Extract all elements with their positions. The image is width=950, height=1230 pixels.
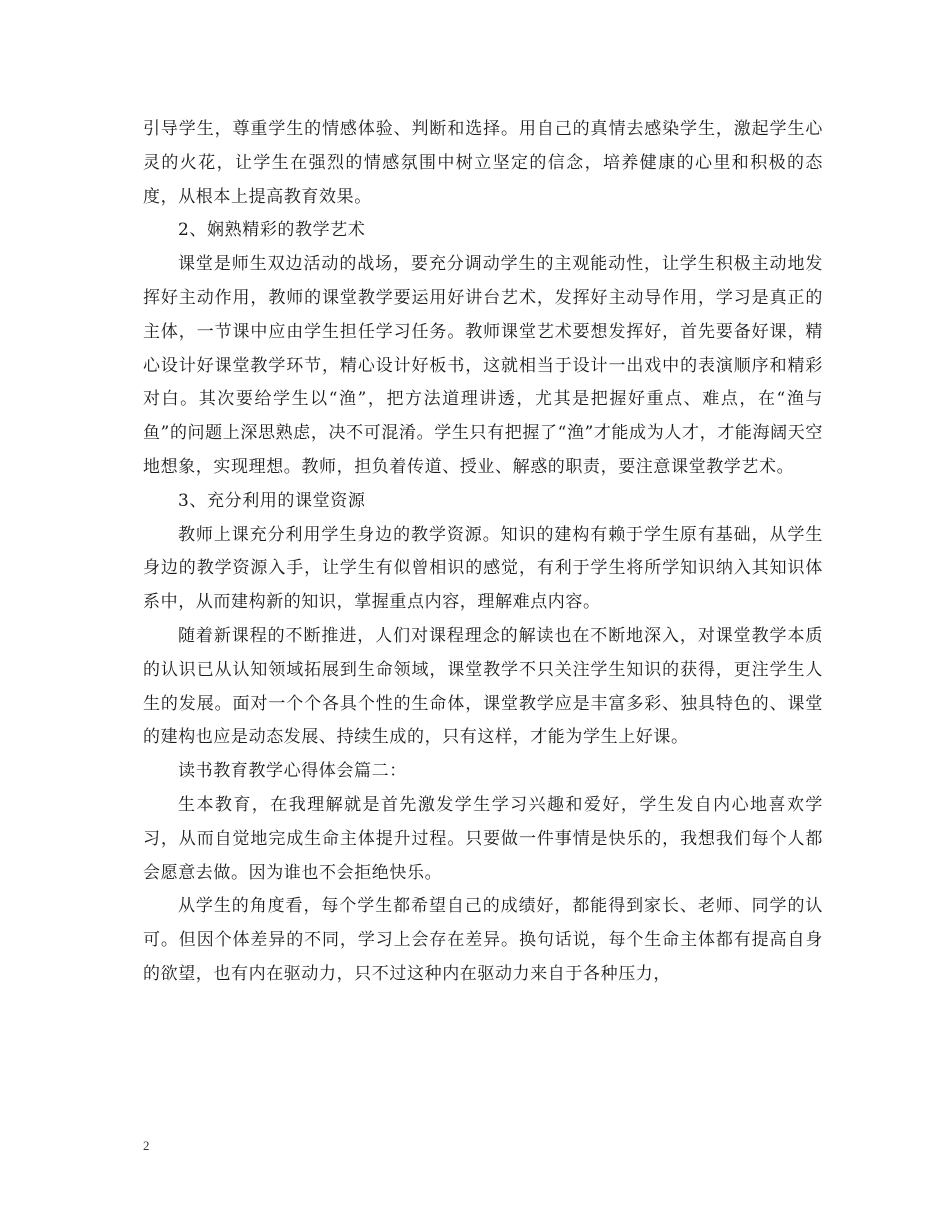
paragraph-2: 课堂是师生双边活动的战场，要充分调动学生的主观能动性，让学生积极主动地发挥好主动作用，教师的课堂教学要运用好讲台艺术，发挥好主动导作用，学习是真正的主体，一节课中应由学生担任学习任务。教师课堂艺术要想发挥好，首先要备好课，精心设计好课堂教学环节，精心设计好板书，这就相当于设计一出戏中的表演顺序和精彩对白。其次要给学生以“渔”，把方法道理讲透，尤其是把握好重点、难点，在“渔与鱼”的问题上深思熟虑，决不可混淆。学生只有把握了“渔”才能成为人才，才能海阔天空地想象，实现理想。教师，担负着传道、授业、解惑的职责，要注意课堂教学艺术。 <box>143 254 823 477</box>
document-body <box>143 113 823 992</box>
paragraph-3: 教师上课充分利用学生身边的教学资源。知识的建构有赖于学生原有基础，从学生身边的教学资源入手，让学生有似曾相识的感觉，有利于学生将所学知识纳入其知识体系中，从而建构新的知识，掌握重点内容，理解难点内容。 <box>143 524 823 613</box>
paragraph-4: 随着新课程的不断推进，人们对课程理念的解读也在不断地深入，对课堂教学本质的认识已从认知领域拓展到生命领域，课堂教学不只关注学生知识的获得，更注学生人生的发展。面对一个个各具个性的生命体，课堂教学应是丰富多彩、独具特色的、课堂的建构也应是动态发展、持续生成的，只有这样，才能为学生上好课。 <box>143 625 823 748</box>
paragraph-1: 引导学生，尊重学生的情感体验、判断和选择。用自己的真情去感染学生，激起学生心灵的火花，让学生在强烈的情感氛围中树立坚定的信念，培养健康的心里和积极的态度，从根本上提高教育效果。 <box>143 119 823 207</box>
paragraph-6: 从学生的角度看，每个学生都希望自己的成绩好，都能得到家长、老师、同学的认可。但因个体差异的不同，学习上会存在差异。换句话说，每个生命主体都有提高自身的欲望，也有内在驱动力，只不过这种内在驱动力来自于各种压力， <box>143 896 823 984</box>
paragraph-5: 生本教育，在我理解就是首先激发学生学习兴趣和爱好，学生发自内心地喜欢学习，从而自觉地完成生命主体提升过程。只要做一件事情是快乐的，我想我们每个人都会愿意去做。因为谁也不会拒绝快乐。 <box>143 794 823 883</box>
section-heading-3: 3、充分利用的课堂资源 <box>178 490 366 511</box>
section-heading-2: 2、娴熟精彩的教学艺术 <box>178 220 366 241</box>
page-number: 2 <box>143 1138 150 1153</box>
article-heading-2: 读书教育教学心得体会篇二： <box>178 761 407 782</box>
